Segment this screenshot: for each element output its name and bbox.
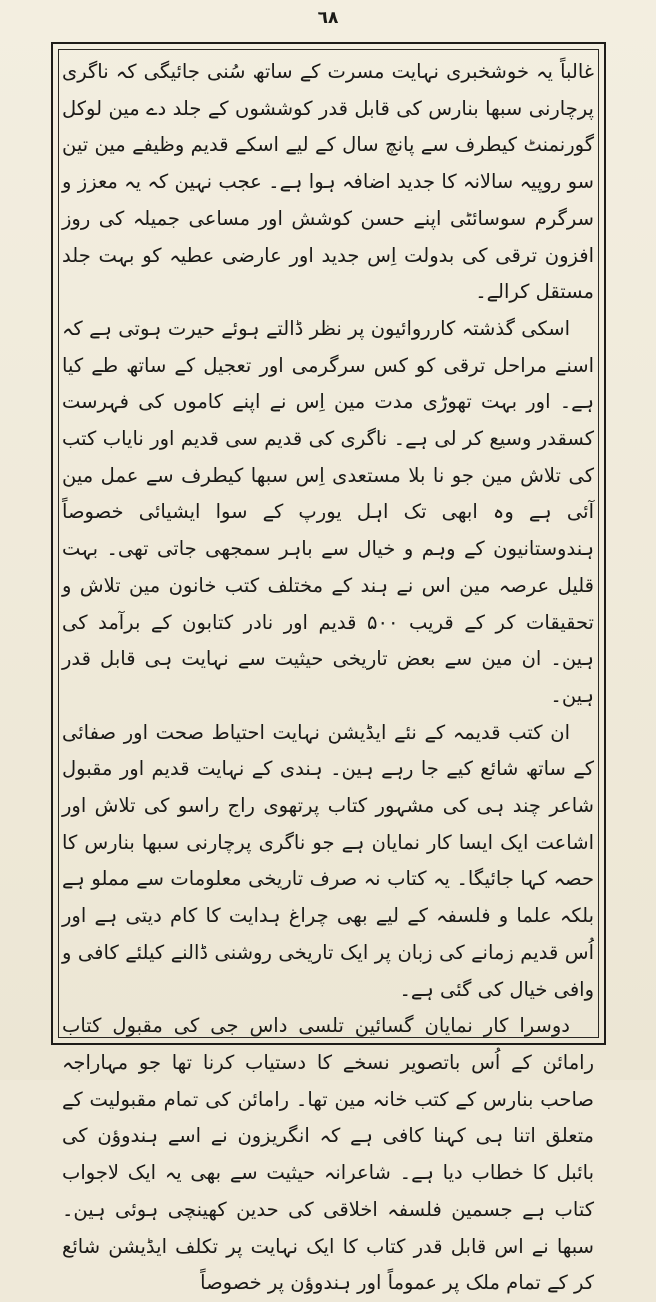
- paragraph-1: غالباً یہ خوشخبری نہایت مسرت کے ساتھ سُنی جائیگی کہ ناگری پرچارنی سبھا بنارس کی قابل قدر کوششوں کے جلد دے مین لوکل گورنمنٹ کیطرف سے پانچ سال کے لیے اسکے قدیم وظیفے مین تین سو روپیہ سالانہ کا جدید اضافہ ہوا ہے۔ عجب نہین کہ یہ معزز و سرگرم سوسائٹی اپنے حسن کوشش اور مساعی جمیلہ کی روز افزون ترقی کی بدولت اِس جدید اور عارضی عطیہ کو بہت جلد مستقل کرالے۔: [62, 60, 594, 304]
- page-body: [60, 54, 596, 1295]
- paragraph-2: اسکی گذشتہ کارروائیون پر نظر ڈالتے ہوئے حیرت ہوتی ہے کہ اسنے مراحل ترقی کو کس سرگرمی اور تعجیل کے ساتھ طے کیا ہے۔ اور بہت تھوڑی مدت مین اِس نے اپنے کاموں کی فہرست کسقدر وسیع کر لی ہے۔ ناگری کی قدیم سی قدیم اور نایاب کتب کی تلاش مین جو نا بلا مستعدی اِس سبھا کیطرف سے عمل مین آئی ہے وہ ابھی تک اہل یورپ کے سوا ایشیائی خصوصاً ہندوستانیون کے وہم و خیال سے باہر سمجھی جاتی تھی۔ بہت قلیل عرصہ مین اس نے ہند کے مختلف کتب خانون مین تلاش و تحقیقات کر کے قریب ۵۰۰ قدیم اور نادر کتابون کے برآمد کی ہین۔ ان مین سے بعض تاریخی حیثیت سے نہایت ہی قابل قدر ہین۔: [62, 316, 594, 707]
- page-number: ٦٨: [317, 8, 339, 28]
- paragraph-3: ان کتب قدیمہ کے نئے ایڈیشن نہایت احتیاط صحت اور صفائی کے ساتھ شائع کیے جا رہے ہین۔ ہندی کے نہایت قدیم اور مقبول شاعر چند ہی کی مشہور کتاب پرتھوی راج راسو کی تلاش اور اشاعت ایک ایسا کار نمایان ہے جو ناگری پرچارنی سبھا بنارس کا حصہ کہا جائیگا۔ یہ کتاب نہ صرف تاریخی معلومات سے مملو ہے بلکہ علما و فلسفہ کے لیے بھی چراغ ہدایت کا کام دیتی ہے اور اُس قدیم زمانے کی زبان پر ایک تاریخی روشنی ڈالنے کیلئے کافی و وافی خیال کی گئی ہے۔: [62, 720, 594, 1001]
- paragraph-4: دوسرا کار نمایان گسائین تلسی داس جی کی مقبول کتاب رامائن کے اُس باتصویر نسخے کا دستیاب کرنا تھا جو مہاراجہ صاحب بنارس کے کتب خانہ مین تھا۔ رامائن کی تمام مقبولیت کے متعلق اتنا ہی کہنا کافی ہے کہ انگریزون نے اسے ہندوؤن کی بائبل کا خطاب دیا ہے۔ شاعرانہ حیثیت سے بھی یہ ایک لاجواب کتاب ہے جسمین فلسفہ اخلاقی کی حدین کھینچی ہوئی ہین۔ سبھا نے اس قابل قدر کتاب کا ایک نہایت پر تکلف ایڈیشن شائع کر کے تمام ملک پر عموماً اور ہندوؤن پر خصوصاً: [62, 1014, 594, 1295]
